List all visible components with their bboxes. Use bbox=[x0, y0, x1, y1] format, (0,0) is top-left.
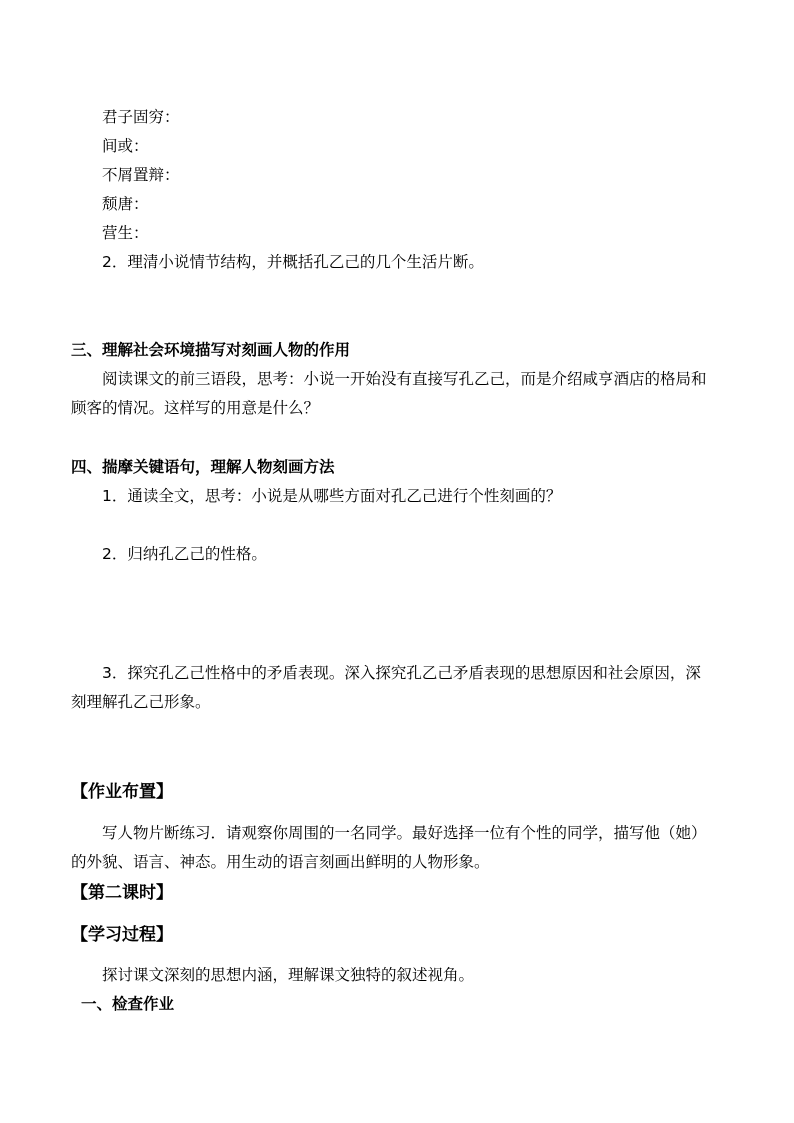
homework-heading: 【作业布置】 bbox=[71, 782, 173, 802]
section-4-question-2: 2．归纳孔乙己的性格。 bbox=[102, 545, 267, 563]
question-structure: 2．理清小说情节结构，并概括孔乙己的几个生活片断。 bbox=[102, 253, 484, 271]
homework-paragraph-line: 的外貌、语言、神态。用生动的语言刻画出鲜明的人物形象。 bbox=[71, 853, 490, 871]
learning-process-heading: 【学习过程】 bbox=[71, 925, 173, 945]
learning-process-intro: 探讨课文深刻的思想内涵，理解课文独特的叙述视角。 bbox=[102, 966, 475, 984]
section-4-question-3-line: 3．探究孔乙己性格中的矛盾表现。深入探究孔乙己矛盾表现的思想原因和社会原因，深 bbox=[102, 664, 701, 682]
homework-paragraph-line: 写人物片断练习．请观察你周围的一名同学。最好选择一位有个性的同学，描写他（她） bbox=[102, 824, 707, 842]
learning-process-subheading: 一、检查作业 bbox=[81, 995, 175, 1013]
glossary-item: 间或： bbox=[102, 137, 149, 155]
section-4-question-3-line: 刻理解孔乙己形象。 bbox=[71, 693, 211, 711]
section-4-question-1: 1．通读全文，思考：小说是从哪些方面对孔乙己进行个性刻画的？ bbox=[102, 487, 562, 505]
glossary-item: 营生： bbox=[102, 224, 149, 242]
section-3-paragraph-line: 阅读课文的前三语段，思考：小说一开始没有直接写孔乙己，而是介绍咸亨酒店的格局和 bbox=[102, 370, 707, 388]
glossary-item: 不屑置辩： bbox=[102, 166, 180, 184]
section-3-heading: 三、理解社会环境描写对刻画人物的作用 bbox=[71, 341, 351, 359]
section-3-paragraph-line: 顾客的情况。这样写的用意是什么？ bbox=[71, 399, 320, 417]
section-4-heading: 四、揣摩关键语句，理解人物刻画方法 bbox=[71, 458, 335, 476]
glossary-item: 君子固穷： bbox=[102, 108, 180, 126]
second-lesson-heading: 【第二课时】 bbox=[71, 883, 173, 903]
glossary-item: 颓唐： bbox=[102, 195, 149, 213]
